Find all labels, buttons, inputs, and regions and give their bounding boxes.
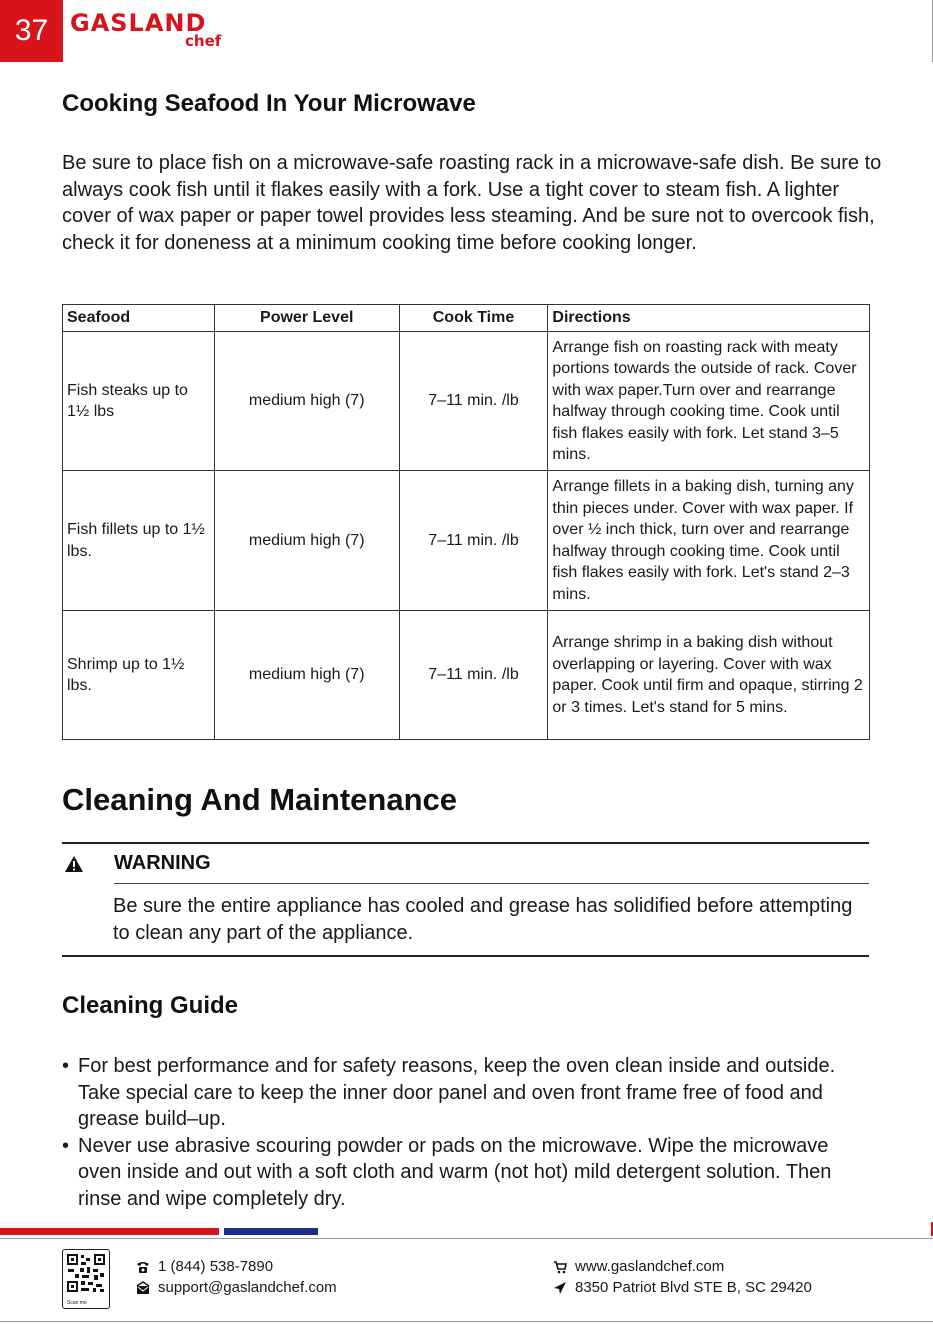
cell-time: 7–11 min. /lb (399, 332, 548, 471)
email-address: support@gaslandchef.com (158, 1279, 337, 1296)
cell-seafood: Fish fillets up to 1½ lbs. (63, 471, 215, 611)
warning-top-rule (62, 842, 869, 844)
qr-label: Scan me (67, 1300, 87, 1306)
logo-sub-text: chef (185, 32, 222, 50)
list-item (62, 1133, 862, 1213)
warning-triangle-icon (64, 855, 84, 878)
bullet-icon: • (62, 1055, 70, 1077)
cell-directions: Arrange shrimp in a baking dish without overlapping or layering. Cover with wax paper. Cook until firm and opaque, stirring 2 or 3 times. Let's stand for 5 mins. (548, 611, 870, 740)
warning-text: Be sure the entire appliance has cooled and grease has solidified before attempting to clean any part of the appliance. (113, 895, 853, 944)
cell-power: medium high (7) (214, 471, 399, 611)
street-address: 8350 Patriot Blvd STE B, SC 29420 (575, 1279, 812, 1296)
phone-number: 1 (844) 538-7890 (158, 1258, 274, 1275)
contact-address (553, 1279, 812, 1296)
qr-code[interactable] (62, 1249, 110, 1309)
cart-icon (553, 1260, 567, 1274)
qr-pattern-icon (67, 1254, 105, 1294)
list-item-text: Never use abrasive scouring powder or pads on the microwave. Wipe the microwave oven inside and out with a soft cloth and warm (not hot) mild detergent solution. Then rinse and wipe completely dry. (78, 1134, 832, 1210)
warning-divider (114, 883, 869, 884)
cell-seafood: Fish steaks up to 1½ lbs (63, 332, 215, 471)
footer-red-bar (0, 1228, 219, 1235)
page-number: 37 (0, 0, 63, 62)
list-item-text: For best performance and for safety reasons, keep the oven clean inside and outside. Take special care to keep the inner door panel and oven front frame free of food and grease build–up. (78, 1055, 836, 1130)
location-arrow-icon (553, 1281, 567, 1295)
bullet-icon: • (62, 1134, 70, 1157)
contact-email[interactable] (136, 1279, 337, 1296)
phone-icon (136, 1260, 150, 1274)
cell-seafood: Shrimp up to 1½ lbs. (63, 611, 215, 740)
maintenance-title: Cleaning And Maintenance (62, 782, 458, 817)
col-header-time: Cook Time (399, 305, 548, 332)
seafood-table (62, 304, 870, 740)
footer-bottom-rule (0, 1321, 933, 1322)
contact-phone[interactable] (136, 1258, 273, 1275)
cell-directions: Arrange fillets in a baking dish, turning any thin pieces under. Cover with wax paper. If over ½ inch thick, turn over and rearrange halfway through cooking time. Cook until fish flakes easily with fork. Let's stand 2–3 mins. (548, 471, 870, 611)
email-icon (136, 1281, 150, 1295)
table-row (63, 332, 870, 471)
table-header-row (63, 305, 870, 332)
footer-blue-bar (224, 1228, 318, 1235)
website-url: www.gaslandchef.com (575, 1258, 725, 1275)
cell-time: 7–11 min. /lb (399, 611, 548, 740)
col-header-directions: Directions (548, 305, 870, 332)
col-header-seafood: Seafood (63, 305, 215, 332)
table-row (63, 471, 870, 611)
table-row (63, 611, 870, 740)
brand-logo (70, 9, 222, 50)
cell-power: medium high (7) (214, 332, 399, 471)
logo-main-text: GASLAND (70, 9, 207, 37)
cell-power: medium high (7) (214, 611, 399, 740)
cell-time: 7–11 min. /lb (399, 471, 548, 611)
cleaning-guide-list (62, 1053, 862, 1212)
contact-website[interactable] (553, 1258, 724, 1275)
cleaning-guide-title: Cleaning Guide (62, 992, 239, 1019)
seafood-intro: Be sure to place fish on a microwave-safe roasting rack in a microwave-safe dish. Be sure to always cook fish until it flakes easily with a fork. Use a tight cover to steam fish. A lighter cover of wax paper or paper towel provides less steaming. And be sure not to overcook fish, check it for doneness at a minimum cooking time before cooking longer. (62, 152, 882, 254)
cell-directions: Arrange fish on roasting rack with meaty portions towards the outside of rack. Cover with wax paper.Turn over and rearrange halfway through cooking time. Cook until fish flakes easily with fork. Let stand 3–5 mins. (548, 332, 870, 471)
col-header-power: Power Level (214, 305, 399, 332)
warning-label: WARNING (114, 852, 211, 874)
footer-divider (0, 1238, 933, 1239)
seafood-title: Cooking Seafood In Your Microwave (62, 90, 476, 117)
list-item (62, 1053, 862, 1133)
warning-bottom-rule (62, 955, 869, 957)
